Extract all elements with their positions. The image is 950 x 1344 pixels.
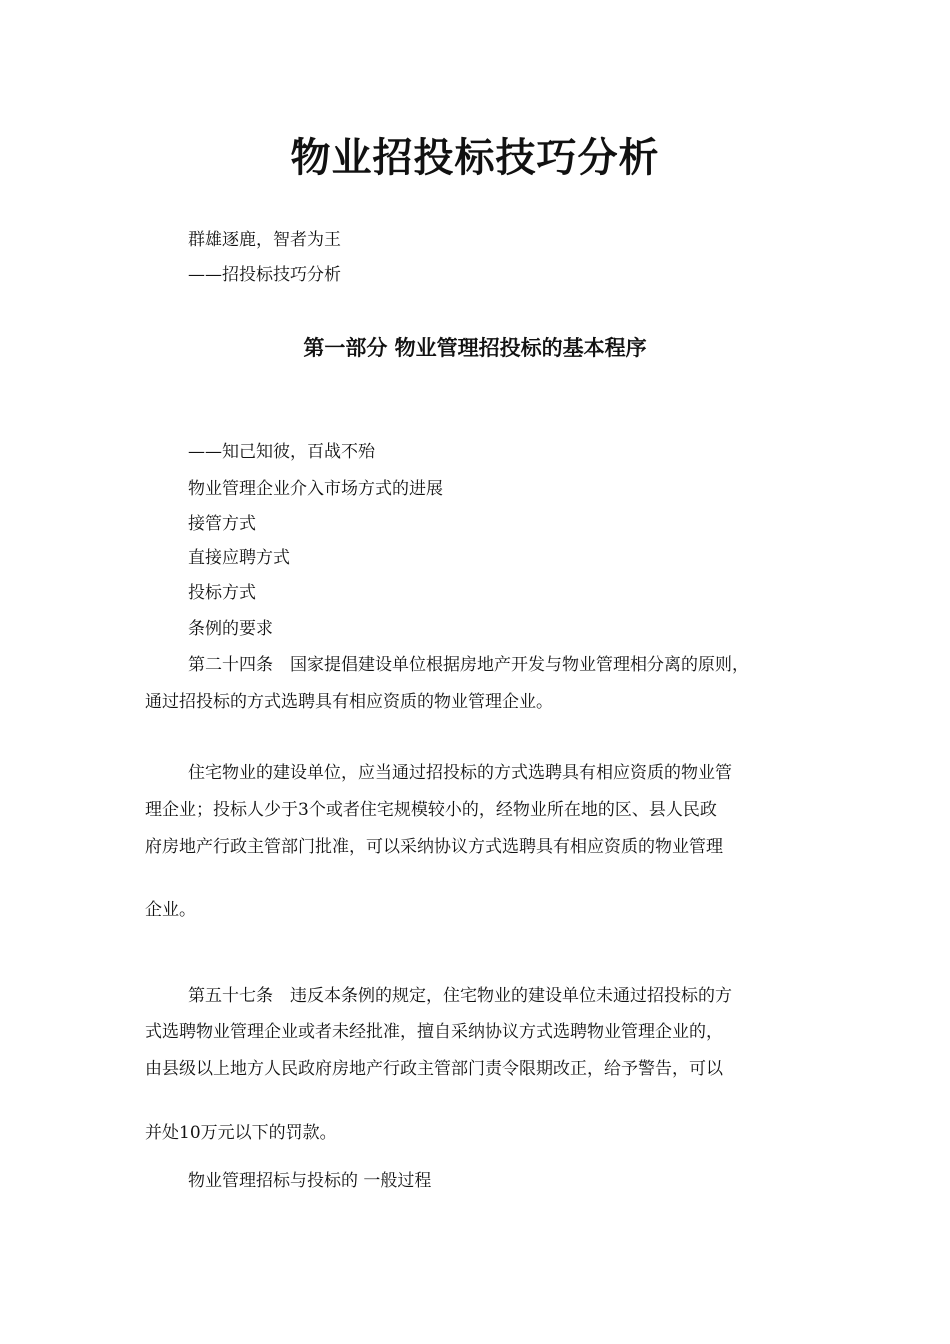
residential-paragraph-line: 府房地产行政主管部门批准，可以采纳协议方式选聘具有相应资质的物业管理 (145, 837, 723, 857)
list-item: 投标方式 (188, 583, 256, 603)
process-heading: 物业管理招标与投标的 一般过程 (188, 1171, 432, 1191)
subtitle-line-2: ——招投标技巧分析 (188, 265, 341, 285)
list-item: 物业管理企业介入市场方式的进展 (188, 479, 443, 499)
article-57-line: 第五十七条 违反本条例的规定，住宅物业的建设单位未通过招投标的方 (188, 986, 732, 1006)
list-item: 直接应聘方式 (188, 548, 290, 568)
residential-paragraph-line: 理企业；投标人少于3个或者住宅规模较小的，经物业所在地的区、县人民政 (145, 800, 717, 820)
article-57-line: 并处10万元以下的罚款。 (145, 1123, 337, 1143)
subtitle-line-1: 群雄逐鹿，智者为王 (188, 230, 341, 250)
residential-paragraph-line: 住宅物业的建设单位，应当通过招投标的方式选聘具有相应资质的物业管 (188, 763, 732, 783)
article-24-line: 第二十四条 国家提倡建设单位根据房地产开发与物业管理相分离的原则， (188, 655, 749, 675)
document-title: 物业招投标技巧分析 (290, 135, 660, 181)
residential-paragraph-line: 企业。 (145, 900, 196, 920)
section-heading: 第一部分 物业管理招投标的基本程序 (303, 336, 647, 360)
article-57-line: 式选聘物业管理企业或者未经批准，擅自采纳协议方式选聘物业管理企业的， (145, 1022, 723, 1042)
article-57-line: 由县级以上地方人民政府房地产行政主管部门责令限期改正，给予警告，可以 (145, 1059, 723, 1079)
section-motto: ——知己知彼，百战不殆 (188, 442, 375, 462)
article-24-line: 通过招投标的方式选聘具有相应资质的物业管理企业。 (145, 692, 553, 712)
list-item: 接管方式 (188, 514, 256, 534)
list-item: 条例的要求 (188, 619, 273, 639)
